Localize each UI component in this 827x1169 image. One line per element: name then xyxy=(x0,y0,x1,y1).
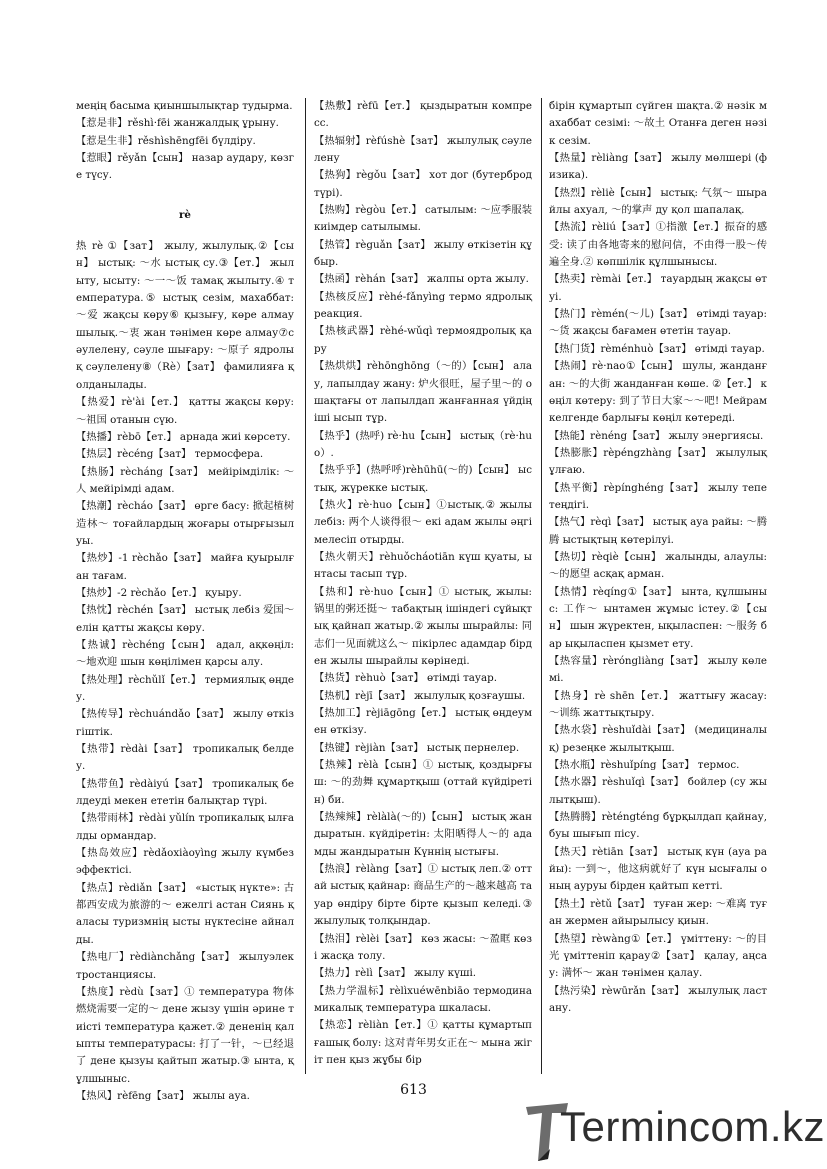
dictionary-entry: 【热平衡】rèpínghéng【зат】 жылу тепе теңдігі. xyxy=(549,481,767,511)
dictionary-entry: 【热流】rèliú【зат】①指激【ет.】振奋的感受: 读了由各地寄来的慰问信，不由得一股～传遍全身.② көпшілік құлшынысы. xyxy=(549,221,767,269)
dictionary-entry: 【热身】rè shēn【ет.】 жаттығу жасау: ～训练 жаттықтыру. xyxy=(549,689,767,720)
dictionary-entry: 【热购】règòu【ет.】 сатылым: ～应季服装 киімдер сатылымы. xyxy=(314,204,532,234)
dictionary-entry: 【热传导】rèchuándǎo【зат】 жылу өткізгіштік. xyxy=(76,708,294,738)
brand-name: Termincom.kz xyxy=(560,1103,826,1150)
dictionary-entry: 【热炒】-1 rèchǎo【зат】 майға қуырылған тағам. xyxy=(76,552,294,582)
dictionary-entry: 【热核武器】rèhé-wǔqì термоядролық қару xyxy=(314,325,532,355)
dictionary-entry: 【热污染】rèwūrǎn【зат】 жылулық ластану. xyxy=(549,984,767,1014)
dictionary-entry: 【热水袋】rèshuǐdài【зат】 (медициналық) резеңке жылытқыш. xyxy=(549,724,767,754)
dictionary-entry: 【热风】rèfēng【зат】 жылы ауа. xyxy=(76,1089,250,1102)
dictionary-entry: 【热爱】rè'ài【ет.】 қатты жақсы көру: ～祖国 отанын сүю. xyxy=(76,396,294,426)
dictionary-entry: 【热闹】rè·nao①【сын】 шулы, жанданған: ～的大街 жанданған көше. ②【ет.】 көңіл көтеру: 到了节日大家～～吧! Мейрам келгенде барлығы көңіл көтереді. xyxy=(549,360,767,425)
dictionary-entry: 【热情】rèqíng①【зат】 ынта, құлшыныс: 工作～ ынтамен жұмыс істеу.②【сын】 шын жүректен, ықыласпен: ～服务 бар ықыласпен қызмет ету. xyxy=(549,585,767,650)
dictionary-entry: 【热处理】rèchǔlǐ【ет.】 термиялық өңдеу. xyxy=(76,673,294,703)
dictionary-entry: 【热点】rèdiǎn【зат】 «ыстық нүкте»: 古都西安成为旅游的～ ежелгі астан Сиянь қаласы туризмнің ысты нүктесіне айналды. xyxy=(76,881,294,946)
dictionary-entry: 【热度】rèdù【зат】① температура 物体燃烧需要一定的～ дене жызу үшін әрине тиісті температура қажет.② дененің қалыпты температурасы: 打了一针，～已经退了 дене қызуы қайтып жатыр.③ ынта, құлшыныс. xyxy=(76,985,294,1085)
section-heading: rè xyxy=(179,208,191,221)
column-1-entries-bottom xyxy=(76,238,294,1105)
dictionary-entry: 【热望】rèwàng①【ет.】 үміттену: ～的目光 үміттеніп қарау②【зат】 қалау, аңсау: 满怀～ жан тәнімен қалау. xyxy=(549,932,767,980)
dictionary-entry: бірін құмартып сүйген шақта.② нәзік махаббат сезімі: ～故土 Отанға деген нәзік сезім. xyxy=(549,100,767,147)
dictionary-entry: 【热层】rècéng【зат】 термосфера. xyxy=(76,448,264,461)
dictionary-entry: 【热水器】rèshuǐqì【зат】 бойлер (су жылытқыш). xyxy=(549,776,767,806)
dictionary-entry: 【热气】rèqì【зат】 ыстық ауа райы: ～腾腾 ыстықтың көтерілуі. xyxy=(549,516,767,546)
dictionary-entry: 【热潮】rècháo【зат】 өрге басу: 掀起植树造林～ тоғайлардың жоғары отырғызылуы. xyxy=(76,500,294,547)
dictionary-entry: 【热膨胀】rèpéngzhàng【зат】 жылулық ұлғаю. xyxy=(549,446,767,477)
dictionary-entry: 【热电厂】rèdiànchǎng【зат】 жылуэлектростанциясы. xyxy=(76,951,294,981)
dictionary-entry: 【热泪】rèlèi【зат】 көз жасы: ～盈眶 көзі жасқа толу. xyxy=(314,932,532,962)
dictionary-entry: 【热容量】rèróngliàng【зат】 жылу көлемі. xyxy=(549,655,767,685)
dictionary-entry: 【热函】rèhán【зат】 жалпы орта жылу. xyxy=(314,273,529,286)
dictionary-entry: 【热敷】rèfū【ет.】 қыздыратын компресс. xyxy=(314,100,532,130)
column-1-entries-top xyxy=(76,98,294,185)
dictionary-entry: 【热烘烘】rèhōnghōng（～的）【сын】 алау, лапылдау жану: 炉火很旺，屋子里～的 ошақтағы от лапылдап жанғанная үйдің іші ысып тұр. xyxy=(314,360,532,425)
dictionary-entry: 【热恋】rèliàn【ет.】① қатты құмартып ғашық болу: 这对青年男女正在～ мына жігіт пен қыз жұбы бір xyxy=(314,1019,532,1066)
dictionary-entry: 【惹是非】rěshì·fēi жанжалдық ұрыну. xyxy=(76,117,279,130)
dictionary-entry: 【热岛效应】rèdǎoxiàoyìng жылу күмбез эффектісі. xyxy=(76,847,294,877)
dictionary-entry: 【热切】rèqiè【сын】 жалынды, алаулы: ～的愿望 асқақ арман. xyxy=(549,550,767,581)
dictionary-entry: 【热和】rè·huo【сын】① ыстық, жылы: 锅里的粥还挺～ табақтың ішіндегі сұйықтық қайнап жатыр.② жылы шырайлы: 同志们一见面就这么～ пікірлес адамдар бірден жылы шырайлы көрінеді. xyxy=(314,585,532,667)
dictionary-entry: 【热辐射】rèfúshè【зат】 жылулық сәулелену xyxy=(314,134,532,165)
dictionary-entry: 【热辣】rèlà【сын】① ыстық, қоздырғыш: ～的劲舞 құмартқыш (оттай күйдіретін) би. xyxy=(314,759,532,806)
dictionary-entry: 【热诚】rèchéng【сын】 адал, ақкөңіл: ～地欢迎 шын көңілімен қарсы алу. xyxy=(76,638,294,669)
dictionary-entry: 【热力学温标】rèlìxuéwēnbiāo термодинамикалық температура шкаласы. xyxy=(314,984,532,1014)
column-divider-2 xyxy=(541,98,542,1074)
brand-logo xyxy=(522,1099,826,1163)
dictionary-entry: 【热门】rèmén(～儿)【зат】 өтімді тауар: ～货 жақсы бағамен өтетін тауар. xyxy=(549,308,767,338)
column-divider-1 xyxy=(305,98,306,1074)
dictionary-entry: 【热带鱼】rèdàiyú【зат】 тропикалық белдеуді мекен ететін балықтар түрі. xyxy=(76,777,294,808)
dictionary-entry: 【热火朝天】rèhuǒcháotiān күш қуаты, ынтасы тасып тұр. xyxy=(314,550,532,581)
dictionary-entry: 【热腾腾】rèténgténg бұрқылдап қайнау, буы шығып пісу. xyxy=(549,811,767,841)
dictionary-entry: меңің басыма қиыншылықтар тудырма. xyxy=(76,100,293,112)
dictionary-entry: 【热播】rèbō【ет.】 арнада жиі көрсету. xyxy=(76,430,291,443)
dictionary-entry: 【热辣辣】rèlàlà(～的)【сын】 ыстық жандыратын. күйдіретін: 太阳晒得人～的 адамды жандыратын Күннің ыстығы. xyxy=(314,811,532,858)
dictionary-entry: 【热浪】rèlàng【зат】① ыстық леп.② оттай ыстық қайнар: 商品生产的～越来越高 тауар өндіру бірте бірте қызып келеді.③ жылулық толқындар. xyxy=(314,863,532,928)
dictionary-entry: 热 rè ①【зат】 жылу, жылулық.②【сын】 ыстық: ～水 ыстық су.③【ет.】 жылыту, ысыту: ～一～饭 тамақ жылыту.④ температура.⑤ ыстық сезім, махаббат: ～爱 жақсы көру⑥ қызығу, көре алмаушылық.～衷 жан тәнімен көре алмау⑦сәулелену, сәуле шығару: ～原子 ядролық сәулелену⑧（Rè）【зат】 фамилияға қолданылады. xyxy=(76,240,294,391)
dictionary-entry: 【惹是生非】rěshìshēngfēi бүлдіру. xyxy=(76,134,256,147)
dictionary-entry: 【热带】rèdài【зат】 тропикалық белдеу. xyxy=(76,743,294,773)
dictionary-entry: 【热肠】rècháng【зат】 мейірімділік: ～人 мейірімді адам. xyxy=(76,465,294,495)
dictionary-entry: 【热货】rèhuò【зат】 өтімді тауар. xyxy=(314,672,497,685)
dictionary-entry: 【热机】rèjī【зат】 жылулық қозғаушы. xyxy=(314,689,526,702)
dictionary-entry: 【热忱】rèchén【зат】 ыстық лебіз 爱国～ елін қатты жақсы көру. xyxy=(76,604,294,634)
dictionary-entry: 【热管】règuǎn【зат】 жылу өткізетін құбыр. xyxy=(314,238,532,269)
dictionary-column-2 xyxy=(314,98,532,1086)
dictionary-entry: 【热门货】rèménhuò【зат】 өтімді тауар. xyxy=(549,342,765,355)
dictionary-entry: 【热火】rè·huo【сын】①ыстық.② жылы лебіз: 两个人谈得很～ екі адам жылы әңгімелесіп отырды. xyxy=(314,498,532,546)
dictionary-entry: 【热加工】rèjiāgōng【ет.】 ыстық өңдеумен өткізу. xyxy=(314,707,532,737)
dictionary-entry: 【热卖】rèmài【ет.】 тауардың жақсы өтуі. xyxy=(549,273,767,303)
dictionary-entry: 【热乎】(热呼) rè·hu【сын】 ыстық（rè·huo）. xyxy=(314,429,532,459)
dictionary-entry: 【热力】rèlì【зат】 жылу күші. xyxy=(314,967,477,980)
page-number: 613 xyxy=(400,1082,427,1098)
dictionary-entry: 【热核反应】rèhé-fǎnyìng термо ядролық реакция. xyxy=(314,290,532,321)
dictionary-entry: 【热乎乎】(热呼呼)rèhūhū(～的)【сын】 ыстық, жүрекке ыстық. xyxy=(314,464,532,494)
dictionary-entry: 【热水瓶】rèshuǐpíng【зат】 термос. xyxy=(549,759,740,772)
dictionary-entry: 【热键】rèjiàn【зат】 ыстық пернелер. xyxy=(314,741,520,754)
dictionary-entry: 【热带雨林】rèdài yǔlín тропикалық ылғалды ормандар. xyxy=(76,812,294,842)
dictionary-entry: 【热能】rènéng【зат】 жылу энергиясы. xyxy=(549,429,764,442)
dictionary-entry: 【热天】rètiān【зат】 ыстық күн (ауа райы): 一到～，他这病就好了 күн ысығалы оның ауруы бірден қайтып кетті. xyxy=(549,845,767,893)
dictionary-column-3 xyxy=(549,98,767,1086)
dictionary-entry: 【热狗】règǒu【зат】 хот дог (бутерброд түрі). xyxy=(314,169,532,199)
dictionary-column-1 xyxy=(76,98,294,1102)
dictionary-entry: 【热量】rèliàng【зат】 жылу мөлшері (физика). xyxy=(549,152,767,182)
dictionary-entry: 【惹眼】rěyǎn【сын】 назар аудару, көзге түсу. xyxy=(76,152,294,182)
dictionary-entry: 【热炒】-2 rèchǎo【ет.】 қуыру. xyxy=(76,586,242,599)
dictionary-entry: 【热土】rètǔ【зат】 туған жер: ～难离 туған жермен айырылысу қиын. xyxy=(549,897,767,928)
dictionary-entry: 【热烈】rèliè【сын】 ыстық: 气氛～ шырайлы ахуал, ～的掌声 ду қол шапалақ. xyxy=(549,186,767,217)
